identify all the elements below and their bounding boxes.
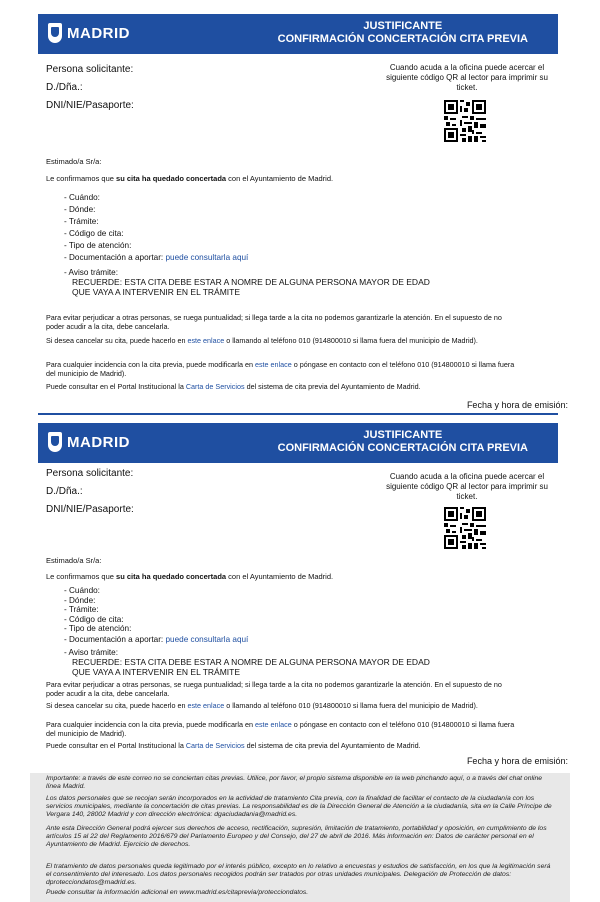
recuerde-notice: RECUERDE: ESTA CITA DEBE ESTAR A NOMRE DE ALGUNA PERSONA MAYOR DE EDAD QUE VAYA A INTERVENIR EN EL TRÁMITE <box>72 657 430 677</box>
portal-suffix: del sistema de cita previa del Ayuntamiento de Madrid. <box>244 741 421 750</box>
portal-prefix: Puede consultar en el Portal Institucional la <box>46 741 186 750</box>
documentacion-item <box>64 252 432 264</box>
madrid-shield-icon <box>48 432 62 452</box>
title-line-2: CONFIRMACIÓN CONCERTACIÓN CITA PREVIA <box>277 33 528 45</box>
documentacion-label: - Documentación a aportar: <box>64 634 166 644</box>
donde-item: - Dónde: <box>64 205 96 214</box>
qr-code-icon <box>444 507 486 549</box>
persona-solicitante-label: Persona solicitante: <box>46 64 134 75</box>
portal-paragraph <box>46 382 516 391</box>
cancelar-prefix: Si desea cancelar su cita, puede hacerlo en <box>46 701 188 710</box>
portal-paragraph <box>46 741 516 750</box>
incidencia-link[interactable]: este enlace <box>254 360 292 369</box>
footer-derechos: Ante esta Dirección General podrá ejercer sus derechos de acceso, rectificación, supresión, limitación de tratamiento, portabilidad y oposición, en cumplimiento de los artículos 15 al 22 del Reglamento 2016/679 del Parlamento Europeo y del Consejo, del 27 de abril de 2016. Más información en: Datos de carácter personal en el Ayuntamiento de Madrid. Ejercicio de derechos. <box>46 825 547 848</box>
madrid-logo <box>48 23 130 43</box>
portal-prefix: Puede consultar en el Portal Institucional la <box>46 382 186 391</box>
section-divider <box>38 413 558 415</box>
confirmation-text <box>46 174 516 183</box>
confirm-prefix: Le confirmamos que <box>46 174 117 183</box>
aviso-tramite-item: - Aviso trámite: <box>64 268 118 277</box>
tramite-item: - Trámite: <box>64 605 99 614</box>
cancelar-link[interactable]: este enlace <box>187 336 225 345</box>
incidencia-link[interactable]: este enlace <box>254 720 292 729</box>
confirm-suffix: con el Ayuntamiento de Madrid. <box>226 174 334 183</box>
document-title <box>278 20 528 46</box>
puntualidad-paragraph: Para evitar perjudicar a otras personas, se ruega puntualidad; si llega tarde a la cita no podemos garantizarle la atención. En el supuesto de no poder acudir a la cita, debe cancelarla. <box>46 680 502 698</box>
cuando-item: - Cuándo: <box>64 586 100 595</box>
tipo-atencion-item: - Tipo de atención: <box>64 624 132 633</box>
footer-datos-personales: Los datos personales que se recojan serán incorporados en la actividad de tratamiento Cita previa, con la finalidad de facilitar el contacto de la ciudadanía con los servicios municipales, mediante la concertación de citas previas. La responsabilidad es de la Dirección General de Atención a la ciudadanía, sita en la Calle Príncipe de Vergara 140, 28002 Madrid y con dirección electrónica: dgaciudadania@madrid.es. <box>46 795 552 818</box>
logo-text: MADRID <box>67 24 130 42</box>
incidencia-suffix: o póngase en contacto con el teléfono 010 (914800010 si llama fuera del municipio de Madrid). <box>46 360 515 378</box>
documentacion-link[interactable]: puede consultarla aquí <box>165 634 249 644</box>
appointment-details <box>64 586 432 677</box>
puntualidad-paragraph: Para evitar perjudicar a otras personas, se ruega puntualidad; si llega tarde a la cita no podemos garantizarle la atención. En el supuesto de no poder acudir a la cita, debe cancelarla. <box>46 313 502 331</box>
cancelar-suffix: o llamando al teléfono 010 (914800010 si llama fuera del municipio de Madrid). <box>224 336 478 345</box>
documentacion-item <box>64 635 432 645</box>
header-banner <box>38 423 558 463</box>
fecha-emision-label: Fecha y hora de emisión: <box>466 400 568 410</box>
madrid-logo <box>48 432 130 452</box>
carta-servicios-link[interactable]: Carta de Servicios <box>185 741 245 750</box>
documentacion-link[interactable]: puede consultarla aquí <box>165 253 249 262</box>
footer-tratamiento: El tratamiento de datos personales queda legitimado por el interés público, excepto en lo relativo a encuestas y estudios de satisfacción, en los que la legitimación será el consentimiento del interesado. Los datos personales recogidos podrán ser tratados por otras unidades municipales. Delegación de Protección de datos: dprotecciondatos@madrid.es. <box>46 863 551 886</box>
confirm-suffix: con el Ayuntamiento de Madrid. <box>226 572 334 581</box>
incidencia-suffix: o póngase en contacto con el teléfono 010 (914800010 si llama fuera del municipio de Madrid). <box>46 720 515 738</box>
cancelar-link[interactable]: este enlace <box>187 701 225 710</box>
incidencia-paragraph <box>46 360 516 378</box>
tramite-item: - Trámite: <box>64 217 99 226</box>
cuando-item: - Cuándo: <box>64 193 100 202</box>
documentacion-label: - Documentación a aportar: <box>64 253 166 262</box>
confirm-bold: su cita ha quedado concertada <box>116 572 227 581</box>
footer-importante: Importante: a través de este correo no se conciertan citas previas. Utilice, por favor, el propio sistema disponible en la web pinchando aquí, o a través del chat online línea Madrid. <box>46 775 543 790</box>
confirmation-text <box>46 572 516 581</box>
confirm-prefix: Le confirmamos que <box>46 572 117 581</box>
carta-servicios-link[interactable]: Carta de Servicios <box>185 382 245 391</box>
cancelar-paragraph <box>46 336 516 345</box>
recuerde-notice: RECUERDE: ESTA CITA DEBE ESTAR A NOMRE DE ALGUNA PERSONA MAYOR DE EDAD QUE VAYA A INTERVENIR EN EL TRÁMITE <box>72 277 430 297</box>
cancelar-paragraph <box>46 701 516 710</box>
tipo-atencion-item: - Tipo de atención: <box>64 241 132 250</box>
appointment-details <box>64 192 432 297</box>
qr-instructions: Cuando acuda a la oficina puede acercar el siguiente código QR al lector para imprimir su ticket. <box>386 63 548 92</box>
fecha-emision-label: Fecha y hora de emisión: <box>466 756 568 766</box>
title-line-2: CONFIRMACIÓN CONCERTACIÓN CITA PREVIA <box>277 442 528 454</box>
legal-footer <box>30 773 570 902</box>
cancelar-prefix: Si desea cancelar su cita, puede hacerlo en <box>46 336 188 345</box>
codigo-cita-item: - Código de cita: <box>64 229 124 238</box>
incidencia-paragraph <box>46 720 516 738</box>
title-line-1: JUSTIFICANTE <box>363 429 443 441</box>
don-dona-label: D./Dña.: <box>46 486 83 497</box>
confirm-bold: su cita ha quedado concertada <box>116 174 227 183</box>
donde-item: - Dónde: <box>64 595 96 605</box>
greeting: Estimado/a Sr/a: <box>46 556 102 565</box>
dni-label: DNI/NIE/Pasaporte: <box>46 504 134 515</box>
applicant-fields <box>46 465 134 519</box>
greeting: Estimado/a Sr/a: <box>46 157 102 166</box>
logo-text: MADRID <box>67 433 130 451</box>
title-line-1: JUSTIFICANTE <box>363 20 443 32</box>
qr-code-icon <box>444 100 486 142</box>
codigo-cita-item: - Código de cita: <box>64 614 124 624</box>
document-title <box>278 429 528 455</box>
header-banner <box>38 14 558 54</box>
portal-suffix: del sistema de cita previa del Ayuntamiento de Madrid. <box>244 382 421 391</box>
incidencia-prefix: Para cualquier incidencia con la cita previa, puede modificarla en <box>46 360 255 369</box>
footer-info-adicional: Puede consultar la información adicional en www.madrid.es/citaprevia/protecciondatos. <box>46 889 309 896</box>
qr-instructions: Cuando acuda a la oficina puede acercar el siguiente código QR al lector para imprimir su ticket. <box>386 472 548 501</box>
incidencia-prefix: Para cualquier incidencia con la cita previa, puede modificarla en <box>46 720 255 729</box>
dni-label: DNI/NIE/Pasaporte: <box>46 100 134 111</box>
applicant-fields <box>46 61 134 115</box>
aviso-tramite-item: - Aviso trámite: <box>64 648 118 657</box>
cancelar-suffix: o llamando al teléfono 010 (914800010 si llama fuera del municipio de Madrid). <box>224 701 478 710</box>
don-dona-label: D./Dña.: <box>46 82 83 93</box>
madrid-shield-icon <box>48 23 62 43</box>
persona-solicitante-label: Persona solicitante: <box>46 468 134 479</box>
